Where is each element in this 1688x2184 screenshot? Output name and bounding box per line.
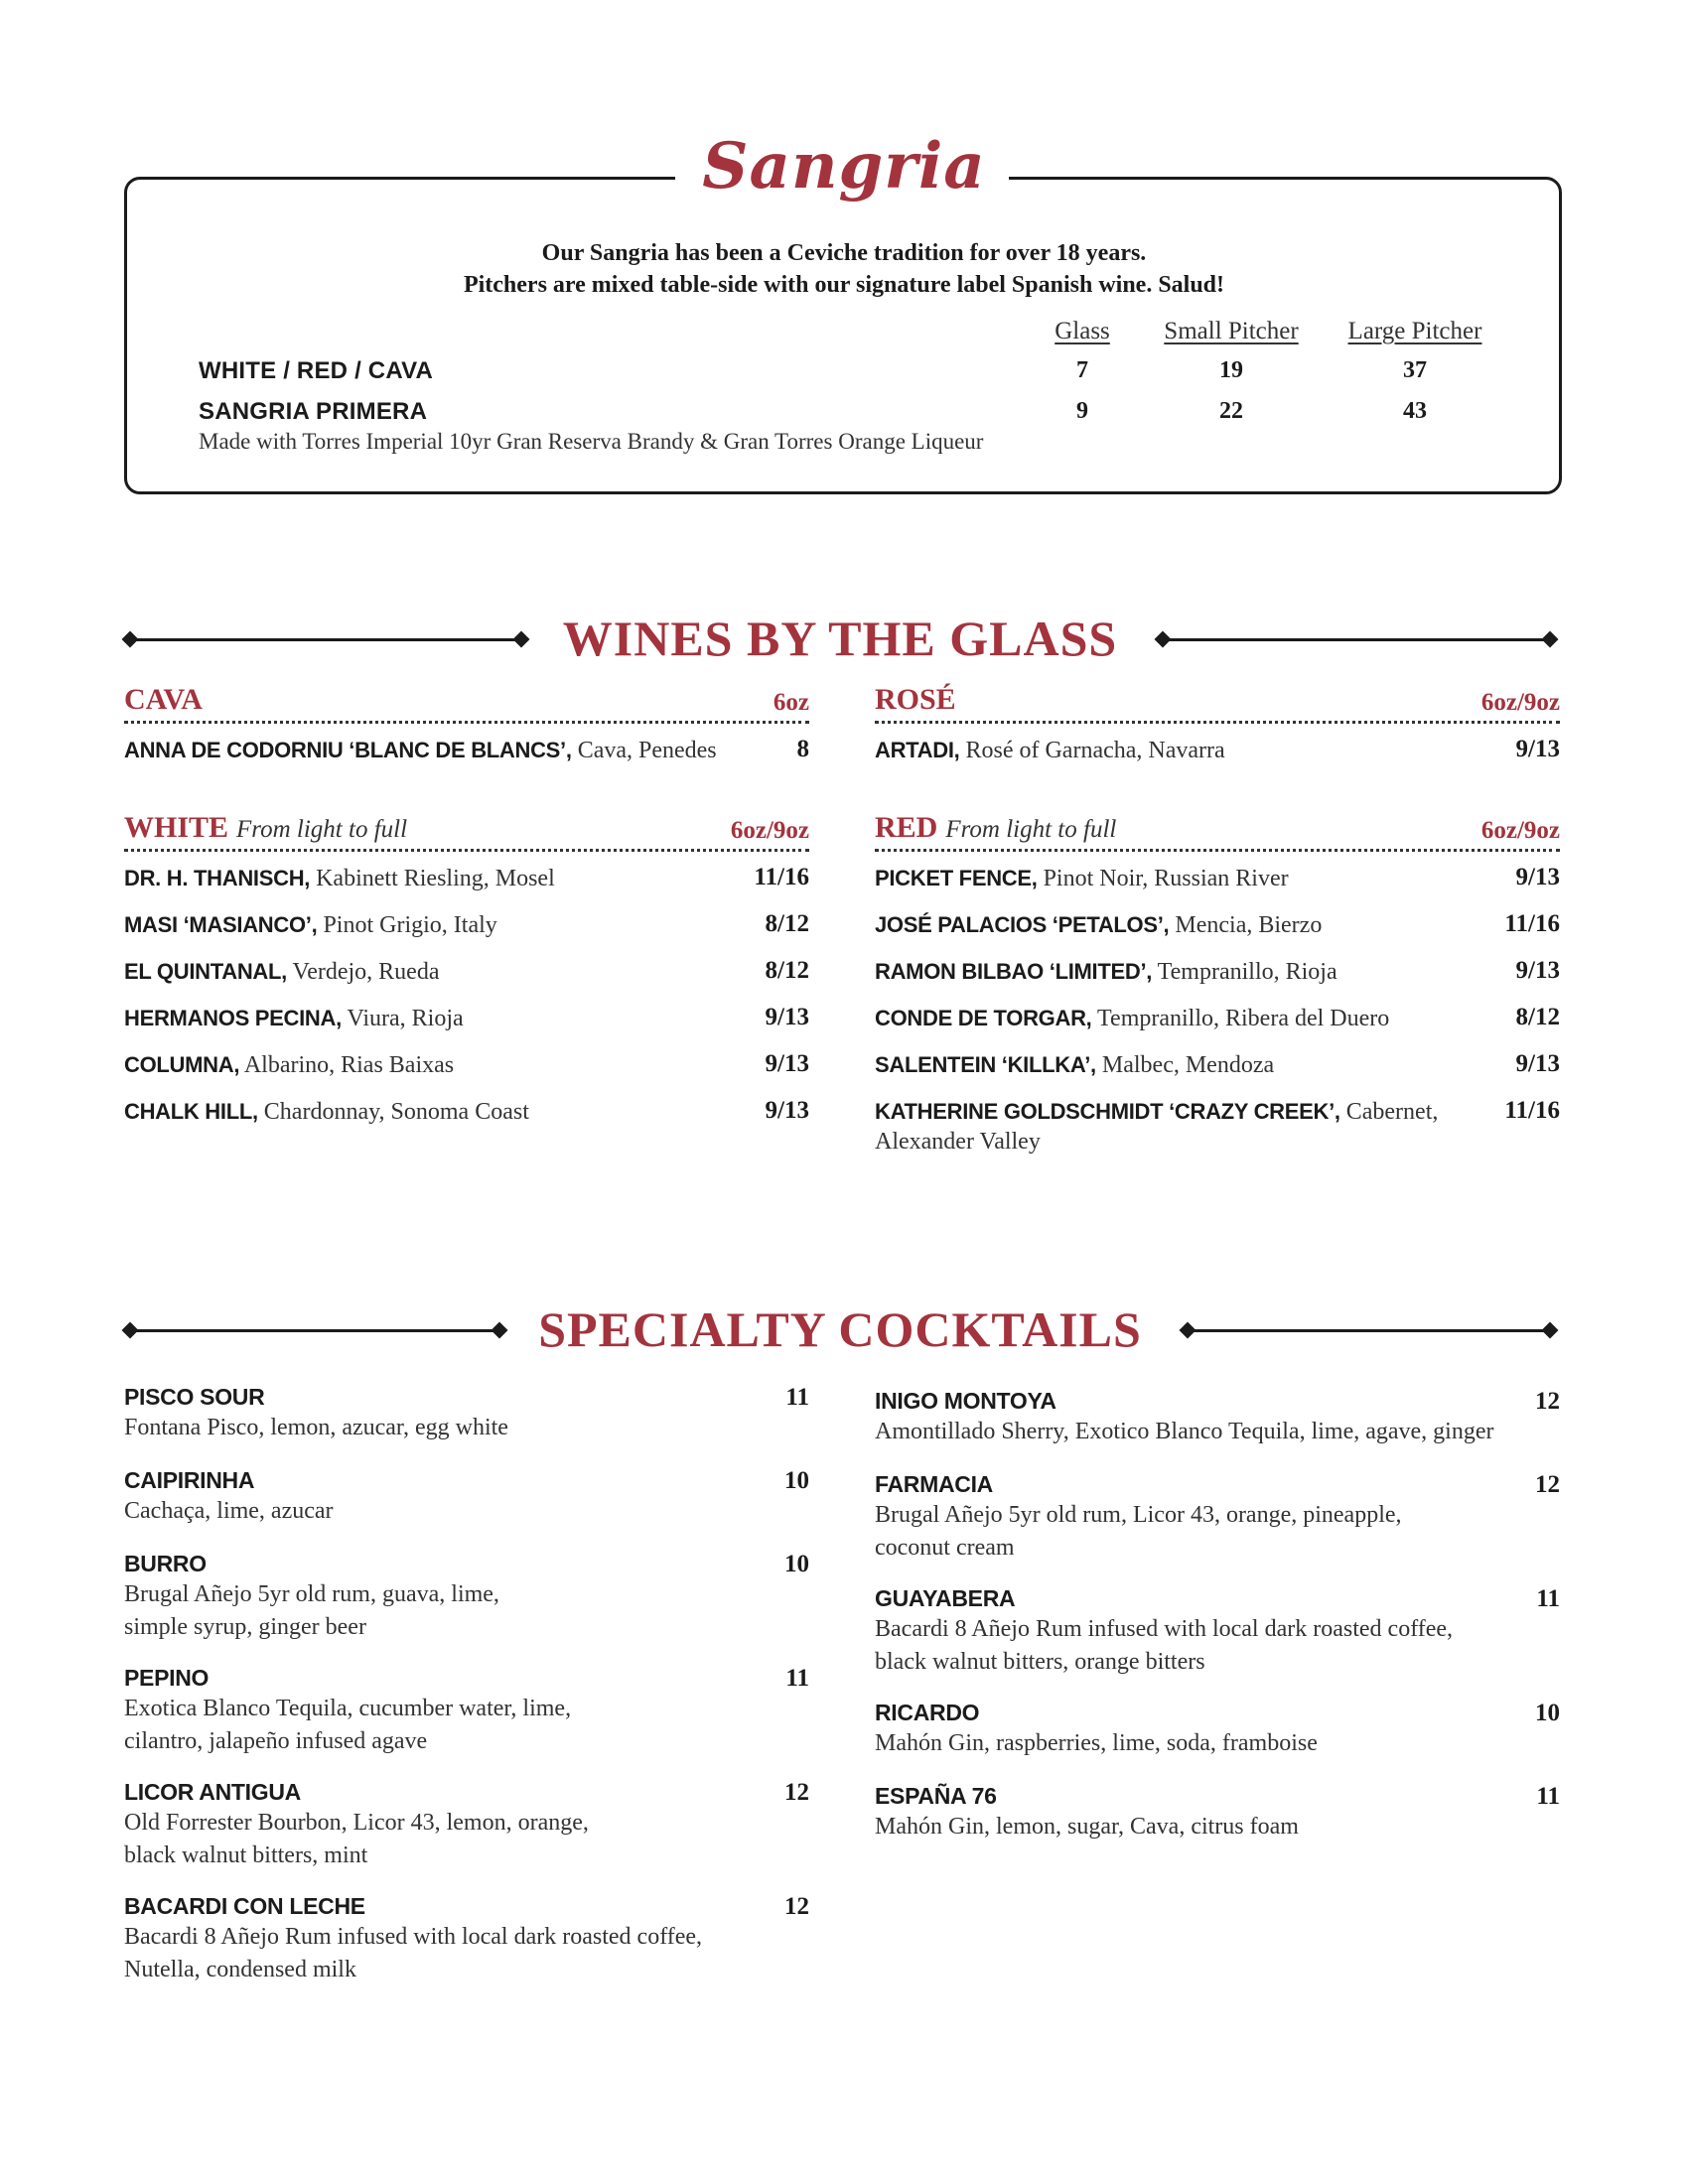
category-header — [875, 809, 1560, 852]
wine-item — [875, 898, 1560, 945]
wine-list — [124, 852, 809, 1132]
cocktail-description: Cachaça, lime, azucar — [124, 1498, 334, 1524]
sangria-intro-line2: Pitchers are mixed table-side with our signature label Spanish wine. Salud! — [463, 272, 1225, 298]
wine-description: Kabinett Riesling, Mosel — [310, 866, 555, 891]
sangria-row-name: WHITE / RED / CAVA — [199, 357, 434, 384]
cocktail-name: GUAYABERA — [875, 1585, 1016, 1611]
wine-item — [875, 724, 1560, 770]
wine-description: Cabernet, Alexander Valley — [875, 1099, 1439, 1155]
cocktail-description: cilantro, jalapeño infused agave — [124, 1728, 428, 1754]
cocktail-name: CAIPIRINHA — [124, 1467, 255, 1493]
wine-list — [124, 724, 809, 770]
wine-description: Verdejo, Rueda — [286, 959, 440, 985]
wine-item — [124, 898, 809, 945]
category-title — [124, 683, 203, 717]
wine-text — [875, 736, 1471, 765]
cocktail-description: Bacardi 8 Añejo Rum infused with local dark roasted coffee, — [124, 1924, 703, 1950]
cocktail-item — [124, 1467, 809, 1527]
column-header-glass: Glass — [1055, 318, 1110, 344]
cocktail-description: Amontillado Sherry, Exotico Blanco Tequila, lime, agave, ginger — [875, 1419, 1494, 1444]
wine-description: Tempranillo, Rioja — [1152, 959, 1337, 985]
wine-price: 9/13 — [1515, 1050, 1560, 1077]
wine-price: 9/13 — [1515, 864, 1560, 890]
wine-name: EL QUINTANAL, — [124, 959, 287, 984]
sangria-glass-price: 9 — [1076, 398, 1088, 424]
sangria-large-price: 37 — [1403, 357, 1427, 383]
wine-description: Cava, Penedes — [571, 738, 717, 763]
wine-text — [124, 1097, 720, 1127]
cocktail-item — [124, 1893, 809, 1985]
wine-category-rose — [875, 681, 1560, 770]
wine-text — [875, 1004, 1471, 1033]
cocktail-description: black walnut bitters, mint — [124, 1843, 368, 1868]
wine-text — [875, 1097, 1471, 1157]
wine-text — [124, 957, 720, 987]
wine-text — [124, 910, 720, 940]
wines-section-header — [124, 610, 1556, 669]
wine-price: 9/13 — [1515, 957, 1560, 984]
wines-title: WINES BY THE GLASS — [562, 611, 1118, 666]
wine-text — [124, 1004, 720, 1033]
wine-price: 9/13 — [765, 1004, 809, 1030]
wine-item — [875, 852, 1560, 898]
cocktail-price: 11 — [1536, 1783, 1560, 1810]
category-header — [124, 681, 809, 724]
sangria-title: Sangria — [682, 129, 1005, 204]
wine-name: KATHERINE GOLDSCHMIDT ‘CRAZY CREEK’, — [875, 1099, 1340, 1124]
sangria-row-name: SANGRIA PRIMERA — [199, 398, 428, 425]
wine-description: Pinot Noir, Russian River — [1037, 866, 1289, 891]
wine-category-red — [875, 809, 1560, 1155]
wine-name: ANNA DE CODORNIU ‘BLANC DE BLANCS’, — [124, 738, 572, 762]
pour-size: 6oz/9oz — [1480, 689, 1560, 716]
cocktail-price: 11 — [1536, 1585, 1560, 1612]
wine-price: 9/13 — [1515, 736, 1560, 762]
category-name: ROSÉ — [875, 683, 956, 716]
wine-description: Tempranillo, Ribera del Duero — [1091, 1006, 1390, 1031]
header-rule-right — [1165, 638, 1546, 641]
cocktail-name: RICARDO — [875, 1700, 980, 1725]
wine-name: RAMON BILBAO ‘LIMITED’, — [875, 959, 1153, 984]
cocktail-item — [875, 1388, 1560, 1447]
cocktail-name: PISCO SOUR — [124, 1384, 265, 1410]
wine-text — [124, 736, 720, 765]
sangria-intro-line1: Our Sangria has been a Ceviche tradition for over 18 years. — [541, 240, 1147, 266]
pour-size: 6oz — [773, 689, 809, 716]
cocktail-description: Mahón Gin, raspberries, lime, soda, framboise — [875, 1730, 1318, 1756]
wine-price: 8/12 — [765, 957, 809, 984]
header-rule-right — [1189, 1329, 1546, 1332]
wine-item — [124, 945, 809, 992]
cocktail-price: 10 — [1535, 1700, 1560, 1726]
wine-name: SALENTEIN ‘KILLKA’, — [875, 1052, 1096, 1077]
column-header-large-pitcher: Large Pitcher — [1347, 318, 1482, 344]
wine-description: Pinot Grigio, Italy — [317, 912, 497, 938]
cocktail-price: 12 — [1535, 1388, 1560, 1415]
wine-description: Chardonnay, Sonoma Coast — [257, 1099, 529, 1125]
wine-name: MASI ‘MASIANCO’, — [124, 912, 318, 937]
cocktail-description: Fontana Pisco, lemon, azucar, egg white — [124, 1415, 508, 1440]
wine-name: PICKET FENCE, — [875, 866, 1038, 890]
wine-price: 11/16 — [754, 864, 809, 890]
wine-price: 9/13 — [765, 1097, 809, 1124]
cocktail-price: 10 — [784, 1467, 809, 1494]
category-subtitle: From light to full — [236, 816, 408, 843]
cocktail-price: 12 — [784, 1779, 809, 1806]
category-title — [875, 683, 956, 717]
category-name: WHITE — [124, 811, 229, 844]
wine-text — [875, 864, 1471, 893]
cocktail-item — [124, 1551, 809, 1643]
cocktail-description: Bacardi 8 Añejo Rum infused with local dark roasted coffee, — [875, 1616, 1454, 1642]
cocktail-description: Exotica Blanco Tequila, cucumber water, lime, — [124, 1696, 572, 1721]
wine-price: 8/12 — [1515, 1004, 1560, 1030]
cocktail-item — [124, 1384, 809, 1443]
wine-price: 9/13 — [765, 1050, 809, 1077]
wine-price: 11/16 — [1504, 1097, 1560, 1124]
wine-item — [124, 852, 809, 898]
category-header — [875, 681, 1560, 724]
cocktail-name: ESPAÑA 76 — [875, 1783, 997, 1809]
wine-text — [875, 910, 1471, 940]
cocktail-item — [124, 1665, 809, 1757]
cocktail-name: INIGO MONTOYA — [875, 1388, 1056, 1414]
pour-size: 6oz/9oz — [1480, 817, 1560, 844]
category-name: CAVA — [124, 683, 203, 716]
sangria-small-price: 19 — [1219, 357, 1243, 383]
cocktail-description: Mahón Gin, lemon, sugar, Cava, citrus foam — [875, 1814, 1299, 1840]
sangria-primera-note: Made with Torres Imperial 10yr Gran Reserva Brandy & Gran Torres Orange Liqueur — [199, 429, 984, 454]
cocktails-section-header — [124, 1300, 1556, 1360]
cocktail-description: coconut cream — [875, 1535, 1015, 1561]
wine-text — [875, 957, 1471, 987]
category-header — [124, 809, 809, 852]
wine-name: JOSÉ PALACIOS ‘PETALOS’, — [875, 912, 1170, 937]
wine-name: COLUMNA, — [124, 1052, 240, 1077]
cocktail-name: FARMACIA — [875, 1471, 993, 1497]
wine-description: Albarino, Rias Baixas — [239, 1052, 455, 1078]
cocktail-description: Old Forrester Bourbon, Licor 43, lemon, orange, — [124, 1810, 589, 1836]
wine-category-cava — [124, 681, 809, 770]
wine-item — [124, 992, 809, 1038]
cocktail-item — [875, 1783, 1560, 1843]
column-header-small-pitcher: Small Pitcher — [1164, 318, 1299, 344]
cocktail-description: Brugal Añejo 5yr old rum, Licor 43, orange, pineapple, — [875, 1502, 1402, 1528]
cocktail-item — [124, 1779, 809, 1871]
cocktail-name: BACARDI CON LECHE — [124, 1893, 365, 1919]
wine-item — [124, 1085, 809, 1132]
wine-name: HERMANOS PECINA, — [124, 1006, 342, 1030]
category-title — [124, 811, 407, 845]
wine-text — [124, 864, 720, 893]
cocktails-title: SPECIALTY COCKTAILS — [538, 1301, 1142, 1357]
cocktail-item — [875, 1700, 1560, 1759]
cocktail-price: 12 — [1535, 1471, 1560, 1498]
wine-description: Viura, Rioja — [341, 1006, 464, 1031]
wine-list — [875, 724, 1560, 770]
wine-list — [875, 852, 1560, 1155]
wine-price: 8 — [796, 736, 809, 762]
cocktail-price: 10 — [784, 1551, 809, 1577]
sangria-small-price: 22 — [1219, 398, 1243, 424]
wine-price: 8/12 — [765, 910, 809, 937]
wine-item — [124, 1038, 809, 1085]
cocktail-item — [875, 1471, 1560, 1564]
wine-description: Mencia, Bierzo — [1169, 912, 1323, 938]
cocktail-price: 11 — [785, 1384, 809, 1411]
sangria-glass-price: 7 — [1076, 357, 1088, 383]
wine-price: 11/16 — [1504, 910, 1560, 937]
category-subtitle: From light to full — [945, 816, 1117, 843]
cocktail-item — [875, 1585, 1560, 1678]
wine-item — [875, 992, 1560, 1038]
wine-item — [875, 1085, 1560, 1155]
sangria-large-price: 43 — [1403, 398, 1427, 424]
cocktail-price: 11 — [785, 1665, 809, 1692]
cocktail-price: 12 — [784, 1893, 809, 1920]
pour-size: 6oz/9oz — [730, 817, 809, 844]
cocktail-description: black walnut bitters, orange bitters — [875, 1649, 1205, 1675]
cocktail-name: BURRO — [124, 1551, 207, 1576]
category-name: RED — [875, 811, 938, 844]
wine-description: Rosé of Garnacha, Navarra — [959, 738, 1225, 763]
wine-description: Malbec, Mendoza — [1095, 1052, 1275, 1078]
cocktail-name: LICOR ANTIGUA — [124, 1779, 301, 1805]
wine-name: ARTADI, — [875, 738, 960, 762]
cocktail-description: simple syrup, ginger beer — [124, 1614, 366, 1640]
wine-name: CHALK HILL, — [124, 1099, 258, 1124]
wine-text — [875, 1050, 1471, 1080]
wine-name: DR. H. THANISCH, — [124, 866, 311, 890]
cocktail-name: PEPINO — [124, 1665, 210, 1691]
wine-category-white — [124, 809, 809, 1132]
category-title — [875, 811, 1116, 845]
wine-name: CONDE DE TORGAR, — [875, 1006, 1092, 1030]
sangria-title-area — [0, 129, 1688, 228]
cocktail-description: Nutella, condensed milk — [124, 1957, 356, 1982]
wine-item — [875, 945, 1560, 992]
cocktail-description: Brugal Añejo 5yr old rum, guava, lime, — [124, 1581, 499, 1607]
wine-item — [124, 724, 809, 770]
wine-text — [124, 1050, 720, 1080]
wine-item — [875, 1038, 1560, 1085]
